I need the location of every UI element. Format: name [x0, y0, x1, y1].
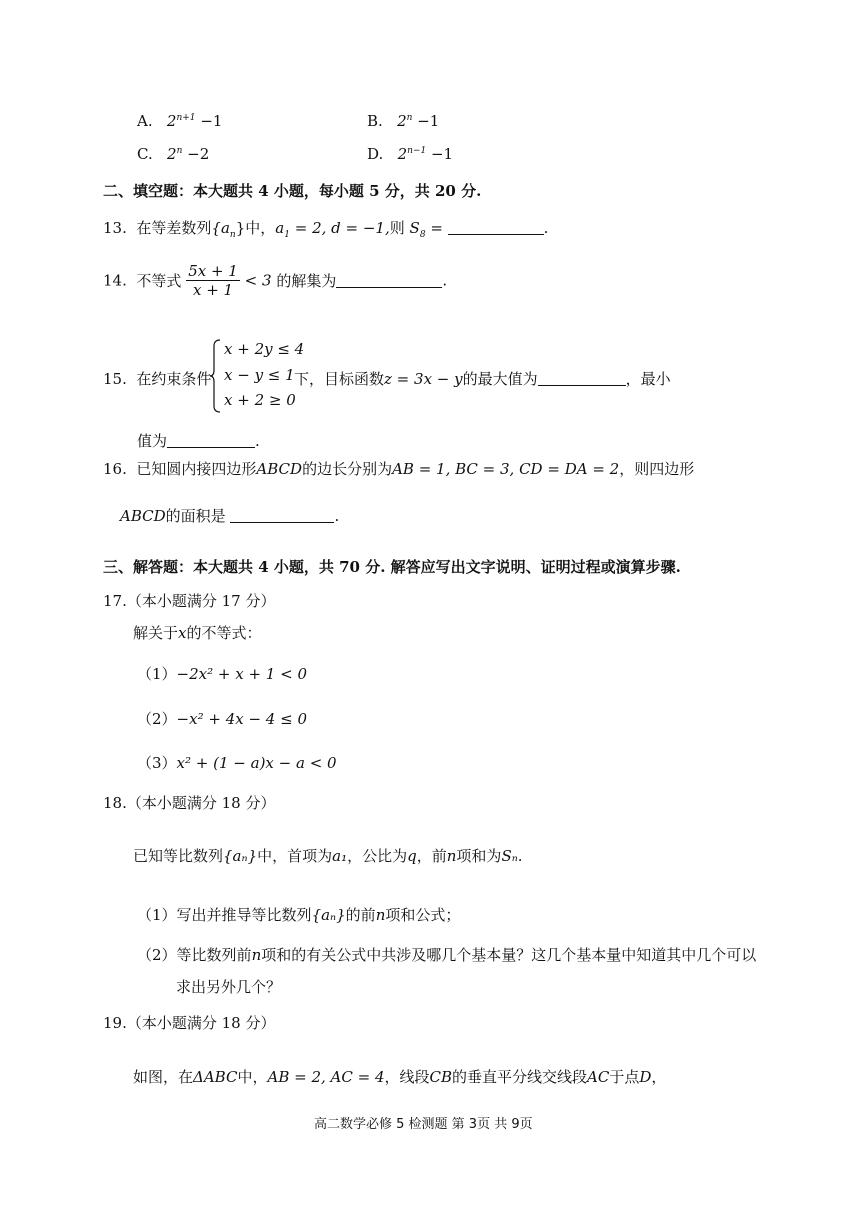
question-17-part-3: （3）x² + (1 − a)x − a < 0: [137, 754, 337, 772]
question-15-objective: 下，目标函数z = 3x − y的最大值为 ，最小: [294, 370, 671, 388]
answer-blank: [336, 273, 442, 288]
question-18-part-2-cont: 求出另外几个？: [176, 978, 282, 996]
constraint-2: x − y ≤ 1: [224, 366, 295, 384]
question-19-intro: 如图，在ΔABC中，AB = 2, AC = 4，线段CB的垂直平分线交线段AC于点D，: [133, 1068, 667, 1086]
constraint-1: x + 2y ≤ 4: [224, 340, 305, 358]
section-2-heading: 二、填空题：本大题共 4 小题，每小题 5 分，共 20 分.: [103, 182, 482, 200]
question-17-intro: 解关于x的不等式：: [133, 624, 262, 642]
answer-blank: [538, 371, 626, 386]
option-d: D. $2^{n-1} -1$: [367, 145, 454, 163]
left-brace: [210, 338, 222, 414]
fraction: $\frac{5x + 1}{x + 1}$: [188, 262, 238, 299]
question-17-part-1: （1）−2x² + x + 1 < 0: [137, 665, 307, 683]
answer-blank: [230, 508, 334, 523]
question-13: 13. 在等差数列$\{a_n\}$中，$a_1 = 2$, d = −1,则 $S_8$ = .: [103, 219, 549, 240]
question-17-header: 17.（本小题满分 17 分）: [103, 592, 276, 610]
question-16: 16. 已知圆内接四边形ABCD的边长分别为AB = 1, BC = 3, CD = DA = 2，则四边形: [103, 460, 695, 478]
question-18-intro: 已知等比数列{aₙ}中，首项为a₁，公比为q，前n项和为Sₙ.: [133, 847, 523, 865]
constraint-3: x + 2 ≥ 0: [224, 391, 296, 409]
option-a: A. $2^{n+1} -1$: [137, 112, 223, 130]
answer-blank: [448, 220, 544, 235]
answer-blank: [167, 433, 255, 448]
question-14: 14. 不等式 $\frac{5x + 1}{x + 1}$ < 3 的解集为 .: [103, 262, 448, 299]
question-19-header: 19.（本小题满分 18 分）: [103, 1014, 276, 1032]
question-18-part-2: （2）等比数列前n项和的有关公式中共涉及哪几个基本量？这几个基本量中知道其中几个可以: [137, 946, 757, 964]
question-16-cont: ABCD的面积是 .: [120, 507, 340, 525]
question-15-cont: 值为 .: [137, 432, 260, 450]
question-15: 15. 在约束条件: [103, 370, 212, 388]
question-18-header: 18.（本小题满分 18 分）: [103, 794, 276, 812]
question-18-part-1: （1）写出并推导等比数列{aₙ}的前n项和公式；: [137, 906, 461, 924]
option-b: B. 2$^n$ −1: [367, 112, 440, 130]
option-c: C. 2$^n$ −2: [137, 145, 210, 163]
question-17-part-2: （2）−x² + 4x − 4 ≤ 0: [137, 710, 307, 728]
page-footer: 高二数学必修 5 检测题 第 3页 共 9页: [314, 1117, 533, 1132]
section-3-heading: 三、解答题：本大题共 4 小题，共 70 分. 解答应写出文字说明、证明过程或演算步骤.: [103, 558, 681, 576]
